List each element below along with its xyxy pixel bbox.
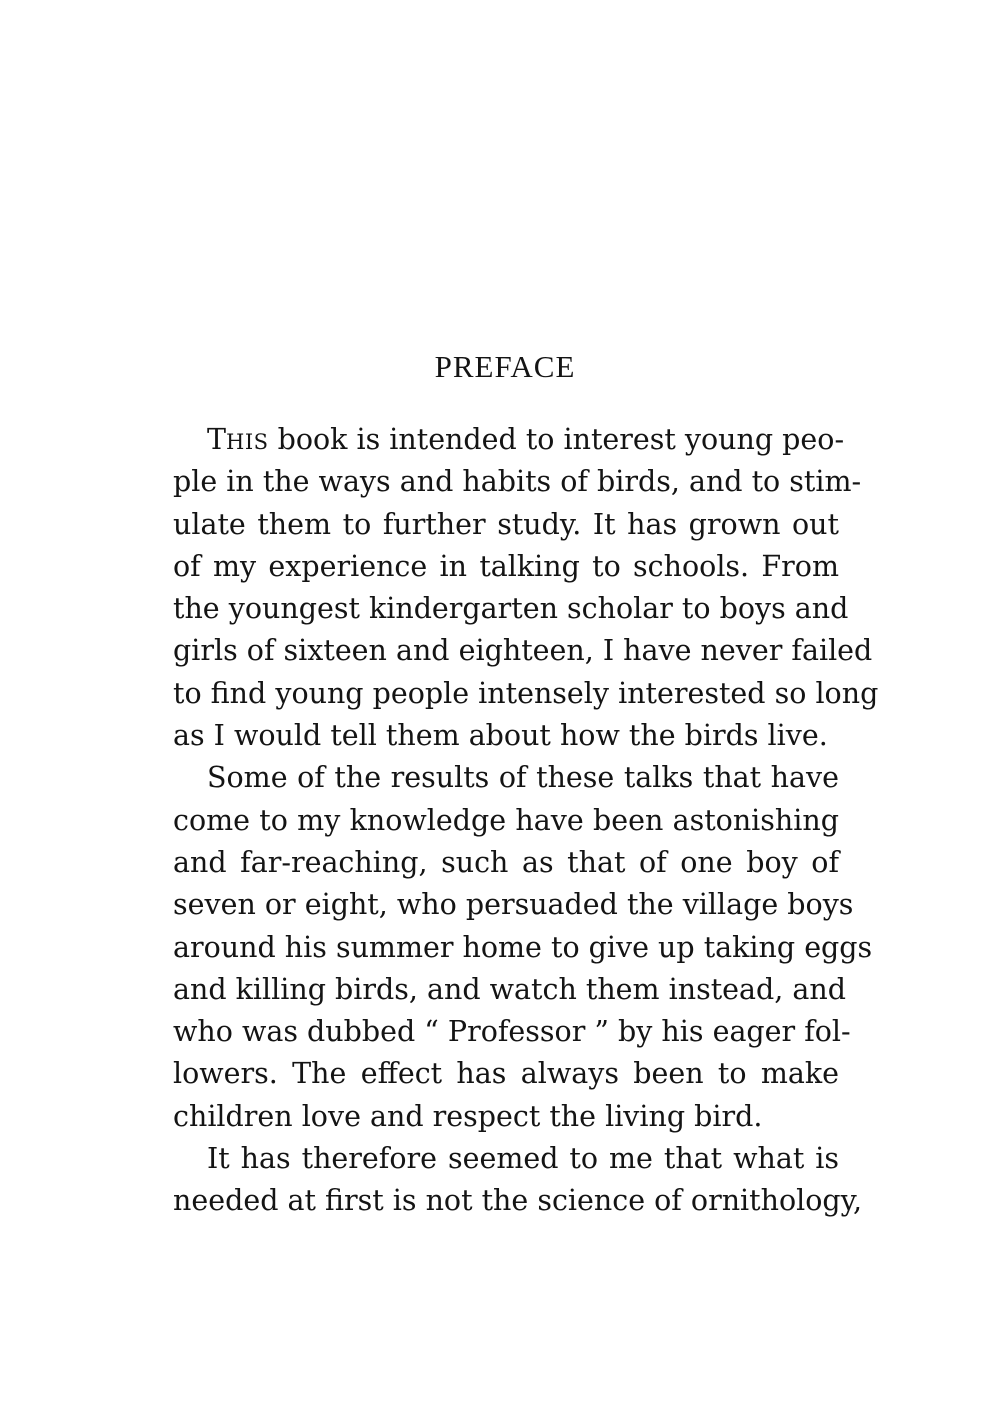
page-title: PREFACE bbox=[434, 349, 576, 384]
text-line: who was dubbed “ Professor ” by his eager fol- bbox=[173, 1015, 851, 1049]
drop-word-initial: T bbox=[207, 423, 227, 456]
text-line: girls of sixteen and eighteen, I have never failed bbox=[173, 634, 873, 668]
text-line: around his summer home to give up taking eggs bbox=[173, 930, 873, 964]
text-line: needed at first is not the science of ornithology, bbox=[173, 1184, 863, 1218]
paragraph-3 bbox=[173, 1138, 863, 1223]
text-line: children love and respect the living bird. bbox=[173, 1099, 763, 1133]
text-line: lowers. The effect has always been to make bbox=[173, 1057, 839, 1091]
text-line: It has therefore seemed to me that what is bbox=[207, 1142, 839, 1176]
text-line: ple in the ways and habits of birds, and to stim- bbox=[173, 465, 862, 499]
paragraph-1 bbox=[173, 419, 879, 757]
text-line: as I would tell them about how the birds live. bbox=[173, 719, 828, 753]
drop-word-rest: HIS bbox=[226, 430, 269, 454]
text-line: come to my knowledge have been astonishing bbox=[173, 803, 839, 837]
text-line: to find young people intensely interested so long bbox=[173, 676, 879, 710]
preface-body bbox=[173, 419, 879, 1223]
text-line: seven or eight, who persuaded the village boys bbox=[173, 888, 854, 922]
text-line: the youngest kindergarten scholar to boys and bbox=[173, 592, 849, 626]
text-line-content: book is intended to interest young peo- bbox=[268, 423, 845, 456]
text-line: and killing birds, and watch them instead, and bbox=[173, 972, 846, 1006]
paragraph-2 bbox=[173, 757, 873, 1138]
text-line: ulate them to further study. It has grown out bbox=[173, 507, 839, 541]
text-line bbox=[173, 419, 845, 461]
text-line: and far-reaching, such as that of one boy of bbox=[173, 845, 839, 879]
text-line: of my experience in talking to schools. From bbox=[173, 549, 839, 583]
text-line: Some of the results of these talks that have bbox=[207, 761, 839, 795]
